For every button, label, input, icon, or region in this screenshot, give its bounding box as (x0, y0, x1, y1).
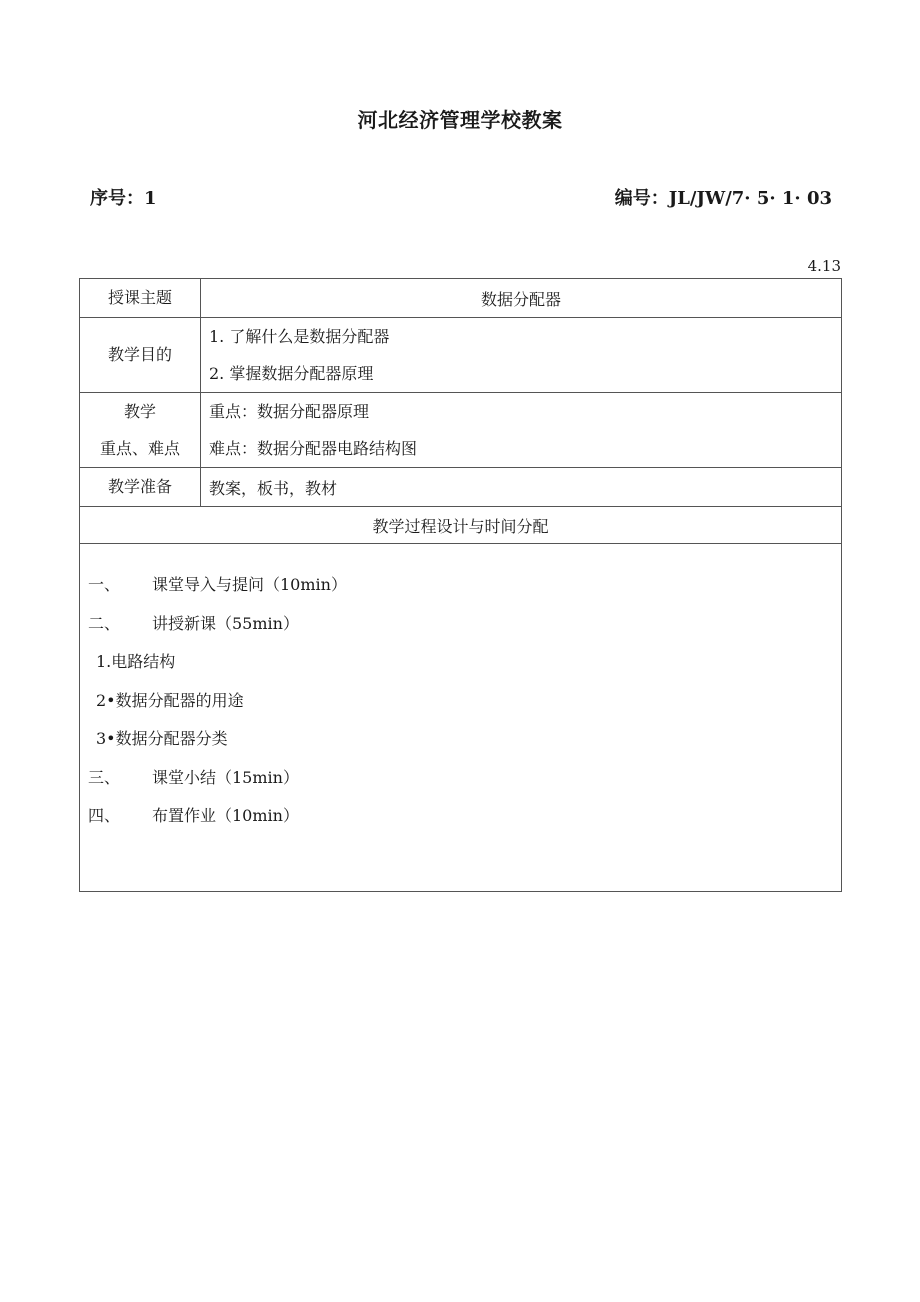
process-step-number: 三、 (88, 767, 121, 787)
process-step-text: 讲授新课（55min） (152, 613, 299, 633)
process-step-text: 课堂小结（15min） (152, 767, 299, 787)
process-substep: 3•数据分配器分类 (96, 729, 228, 748)
process-header-row (80, 507, 842, 544)
objective-item: 2. 掌握数据分配器原理 (209, 364, 374, 383)
keypoint-item: 重点：数据分配器原理 (209, 402, 370, 421)
objective-label: 教学目的 (80, 318, 201, 393)
process-step (88, 759, 833, 798)
prep-label: 教学准备 (80, 468, 201, 507)
document-title: 河北经济管理学校教案 (357, 108, 563, 132)
process-step-number: 一、 (88, 575, 121, 594)
keypoints-row (80, 393, 842, 468)
topic-row (80, 279, 842, 318)
process-substep: 1.电路结构 (96, 652, 176, 671)
process-step (88, 605, 833, 644)
topic-label: 授课主题 (80, 279, 201, 318)
process-step-number: 四、 (88, 806, 121, 825)
process-header: 教学过程设计与时间分配 (80, 507, 842, 544)
prep-row (80, 468, 842, 507)
keypoints-label (80, 393, 201, 468)
process-step-text: 布置作业（10min） (152, 806, 299, 825)
document-code: 编号：JL/JW/7· 5· 1· 03 (614, 188, 832, 209)
objective-cell (201, 318, 842, 393)
process-body-row (80, 544, 842, 892)
process-step (88, 566, 833, 605)
process-step-number: 二、 (88, 613, 121, 633)
process-body (80, 544, 842, 892)
process-step (88, 797, 833, 836)
keypoint-item: 难点：数据分配器电路结构图 (209, 439, 418, 458)
objective-item: 1. 了解什么是数据分配器 (209, 327, 390, 346)
prep-value: 教案，板书，教材 (201, 468, 842, 507)
keypoints-label-line: 教学 (123, 402, 156, 421)
serial-number: 序号：1 (90, 188, 157, 209)
process-step-text: 课堂导入与提问（10min） (152, 575, 347, 594)
topic-value: 数据分配器 (201, 279, 842, 318)
keypoints-cell (201, 393, 842, 468)
keypoints-label-line: 重点、难点 (99, 439, 180, 458)
objective-row (80, 318, 842, 393)
lesson-date: 4.13 (807, 257, 841, 275)
lesson-plan-table (79, 278, 842, 892)
process-substep: 2•数据分配器的用途 (96, 690, 244, 710)
